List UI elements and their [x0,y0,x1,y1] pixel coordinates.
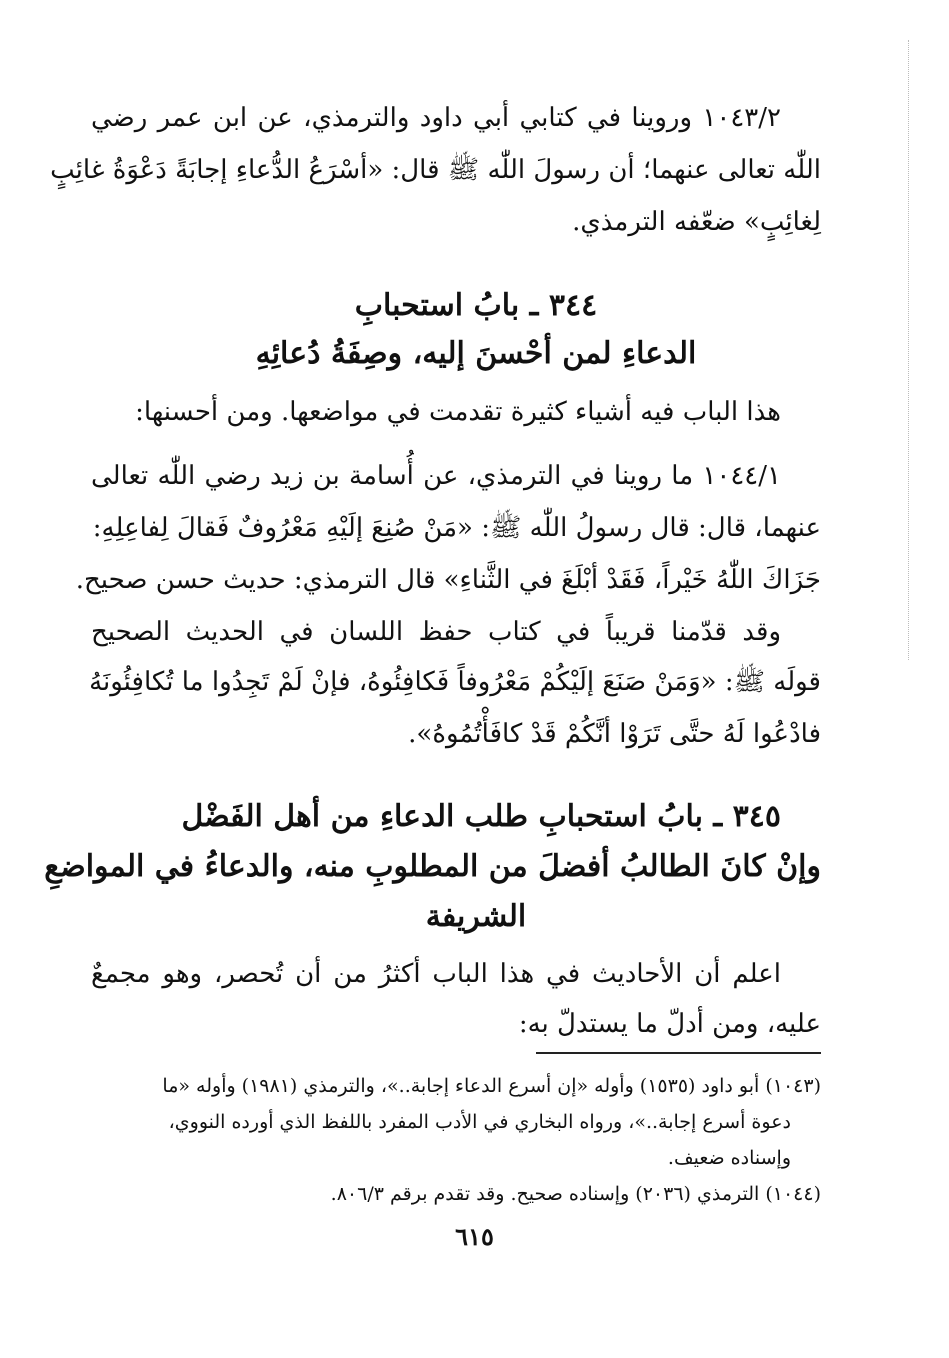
hadith-1044-line: جَزَاكَ اللّٰهُ خَيْراً، فَقَدْ أبْلَغَ في الثَّناءِ» قال الترمذي: حديث حسن صحيح. [75,565,821,595]
note-line: قولَه ﷺ: «وَمَنْ صَنَعَ إلَيْكُمْ مَعْرُوفاً فَكافِئُوهُ، فإنْ لَمْ تَجِدُوا ما تُكافِئُونَهُ [89,667,821,697]
hadith-1044-line: عنهما، قال: قال رسولُ اللّٰه ﷺ: «مَنْ صُنِعَ إلَيْهِ مَعْرُوفٌ فَقالَ لِفاعِلِهِ: [92,513,821,543]
chapter-345-heading [44,792,821,942]
chapter-344-heading [131,282,821,378]
intro-line: هذا الباب فيه أشياء كثيرة تقدمت في مواضعها. ومن أحسنها: [135,397,781,427]
chapter-345-intro-body [131,998,821,1050]
chapter-345-line: وإنْ كانَ الطالبُ أفضلَ من المطلوبِ منه، والدعاءُ في المواضعِ [44,849,821,884]
footnote-1043-line: وإسناده ضعيف. [667,1147,791,1169]
chapter-344-intro [91,386,821,438]
hadith-1043-line: لِغائِبٍ» ضعّفه الترمذي. [572,207,821,237]
intro-345-line: اعلم أن الأحاديث في هذا الباب أكثرُ من أن تُحصر، وهو مجمعٌ [91,959,781,989]
hadith-1044-line: ١٠٤٤/١ ما روينا في الترمذي، عن أُسامة بن زيد رضي اللّٰه تعالى [91,461,781,491]
note-line: فادْعُوا لَهُ حتَّى تَرَوْا أنَّكُمْ قَدْ كافَأْتُمُوهُ». [408,719,821,749]
hadith-1044-body [75,502,821,606]
footnote-1044: (١٠٤٤) الترمذي (٢٠٣٦) وإسناده صحيح. وقد تقدم برقم ٨٠٦/٣. [330,1183,821,1205]
chapter-345-line: الشريفة [425,899,527,934]
footnote-1043-line: (١٠٤٣) أبو داود (١٥٣٥) وأوله «إن أسرع الدعاء إجابة..»، والترمذي (١٩٨١) وأوله «ما [162,1075,821,1097]
note-paragraph [91,606,821,658]
chapter-344-title: ٣٤٤ ـ بابُ استحبابِ [354,288,598,323]
hadith-1044 [91,450,821,502]
hadith-1043-line: اللّٰه تعالى عنهما؛ أن رسولَ اللّٰه ﷺ قال: «أسْرَعُ الدُّعاءِ إجابَةً دَعْوَةُ غائِبٍ [50,155,821,185]
scan-edge-mark [908,40,911,660]
footnote-separator [536,1052,821,1054]
note-paragraph-body [89,656,821,760]
note-line: وقد قدّمنا قريباً في كتاب حفظ اللسان في الحديث الصحيح [91,617,781,647]
footnote-1043-line: دعوة أسرع إجابة..»، ورواه البخاري في الأدب المفرد باللفظ الذي أورده النووي، [168,1111,791,1133]
hadith-1043 [91,92,821,144]
hadith-1043-body [50,144,821,248]
chapter-345-line: ٣٤٥ ـ بابُ استحبابِ طلب الدعاءِ من أهل الفَضْل [181,799,781,834]
page-number: ٦١٥ [455,1222,494,1251]
footnotes [131,1068,821,1212]
hadith-1043-line: ١٠٤٣/٢ وروينا في كتابي أبي داود والترمذي، عن ابن عمر رضي [91,103,781,133]
intro-345-line: عليه، ومن أدلّ ما يستدلّ به: [518,1009,821,1039]
chapter-344-subtitle: الدعاءِ لمن أحْسنَ إليه، وصِفَةُ دُعائِهِ [255,336,697,371]
chapter-345-intro [91,948,821,1000]
